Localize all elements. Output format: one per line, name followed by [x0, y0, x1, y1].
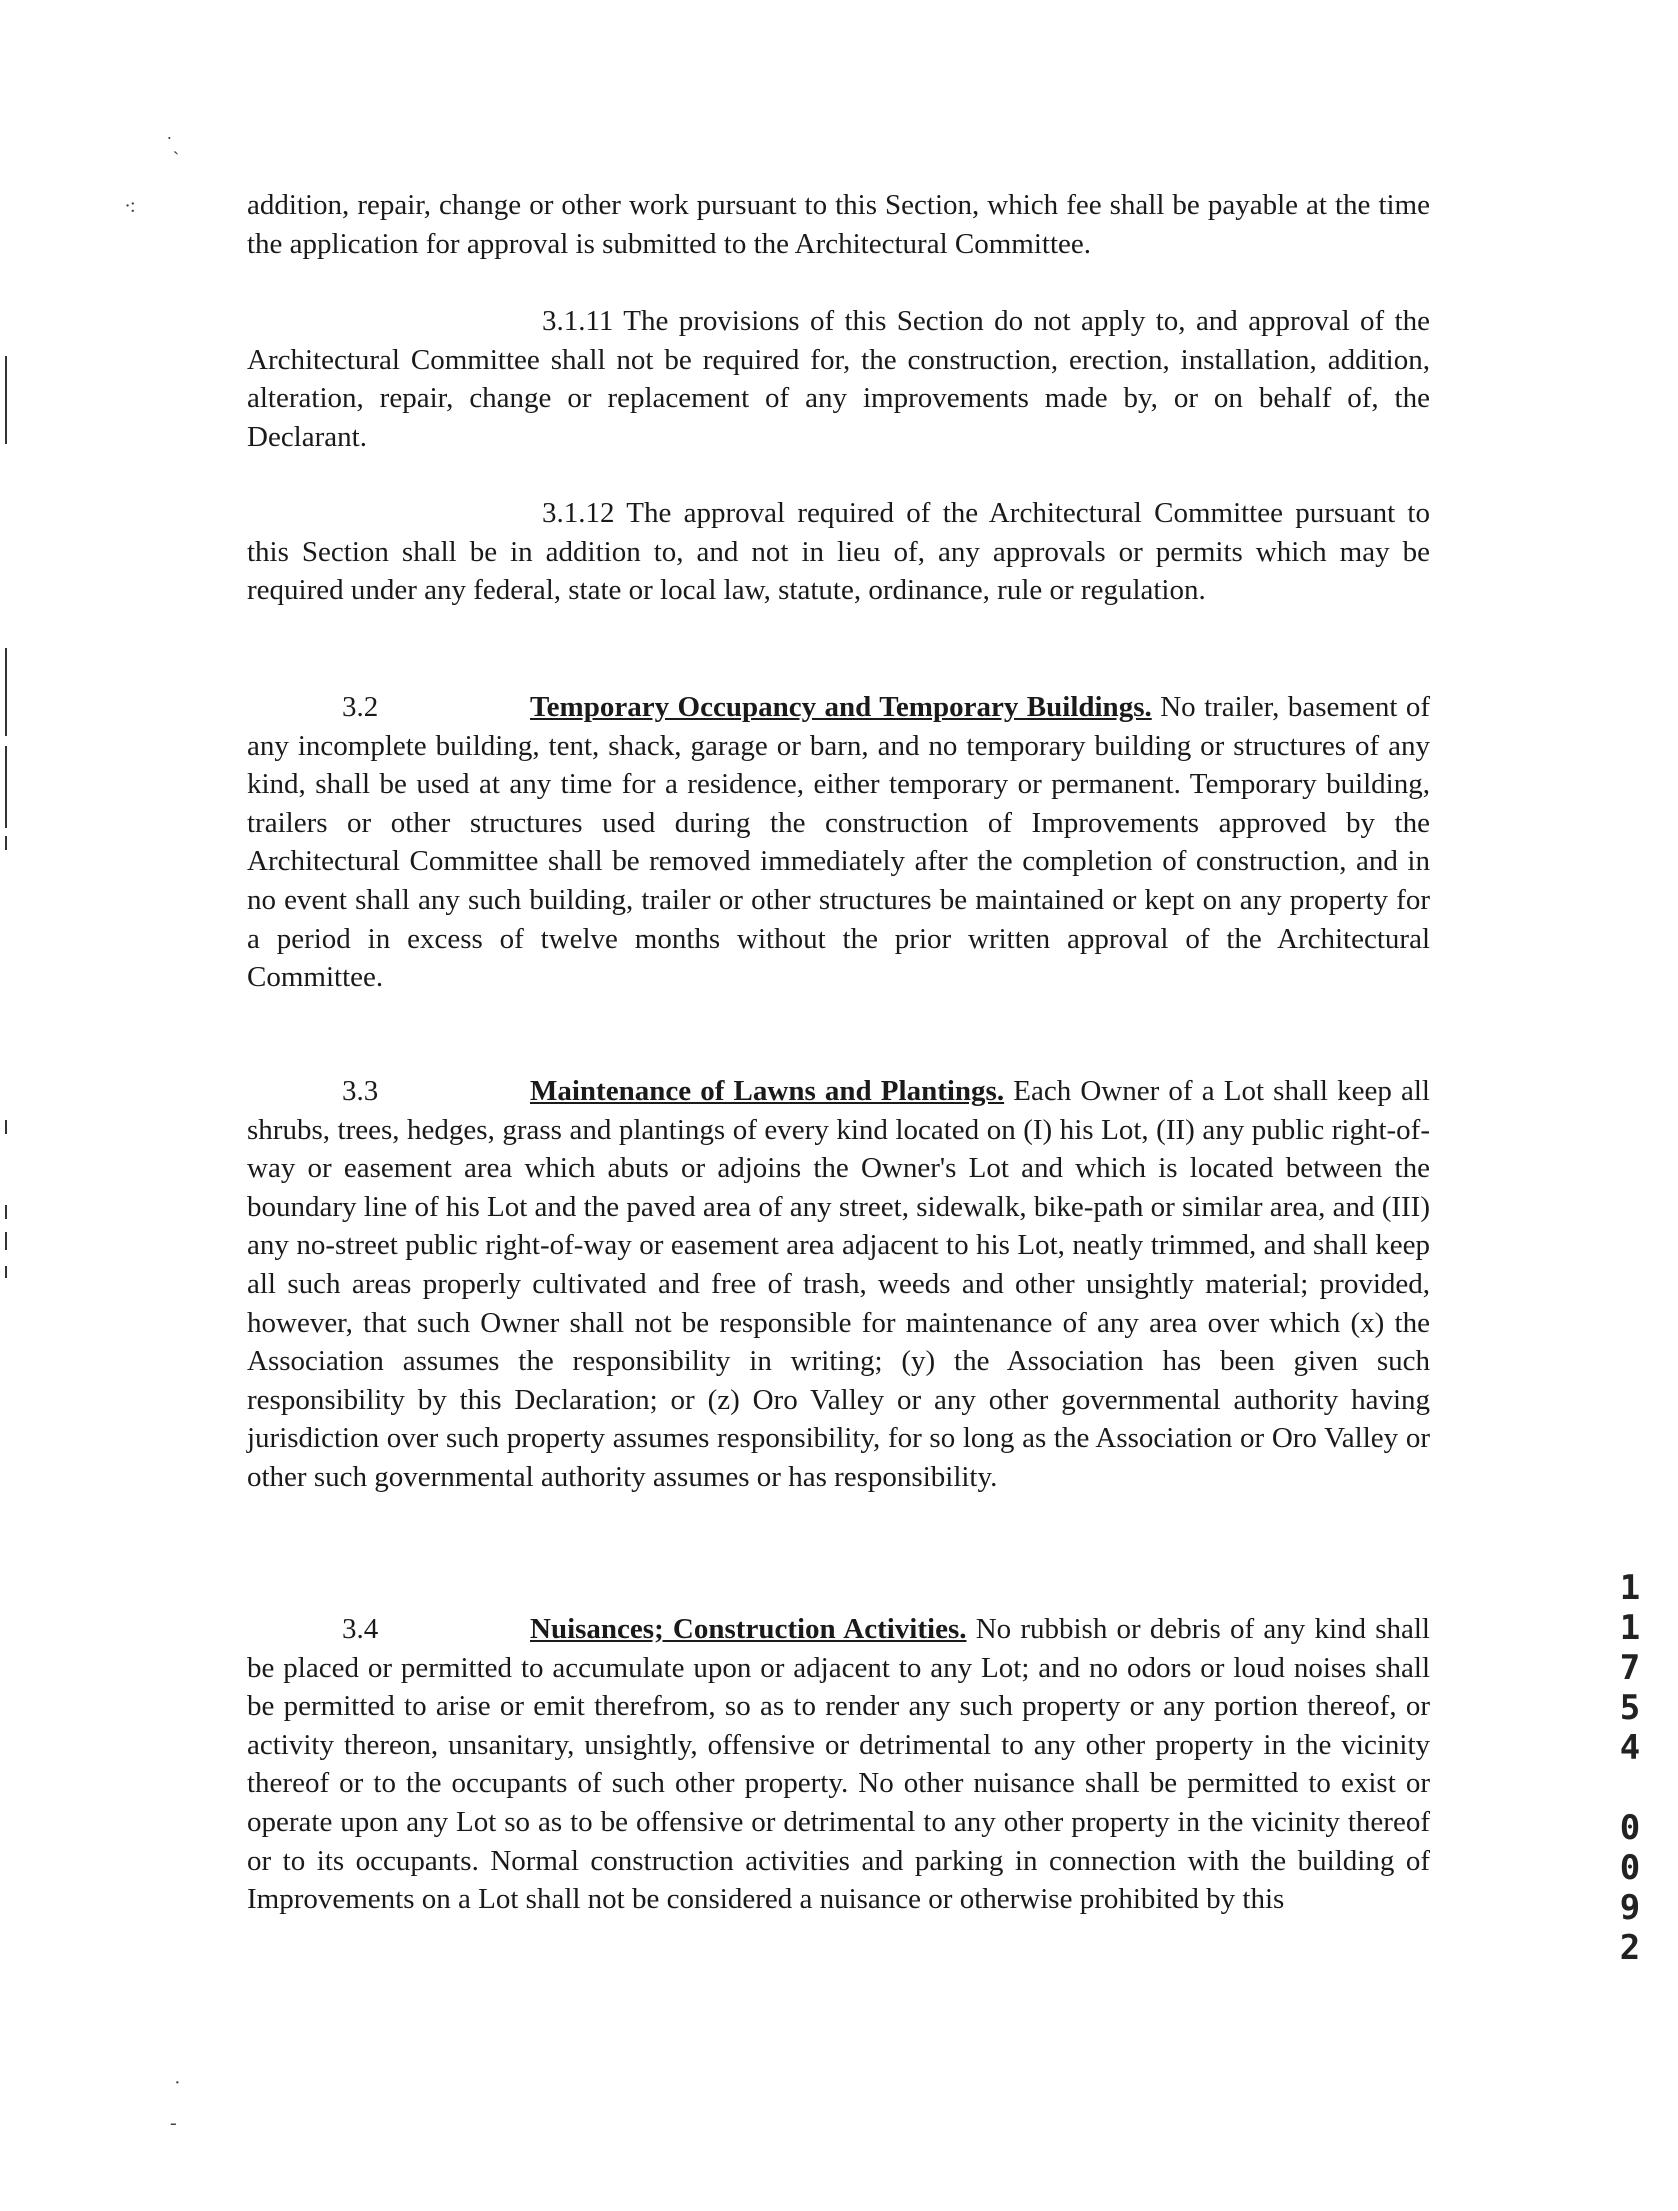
scan-speck: · — [174, 2072, 181, 2094]
revision-bar — [5, 1232, 7, 1250]
section-body: No trailer, basement of any incomplete building, tent, shack, garage or barn, and no temporary building or structures of any kind, shall be used at any time for a residence, either temporary or permanent. Temporary building, trailers or other structures used during the construction of Improvements approved by the Architectural Committee shall be removed immediately after the completion of construction, and in no event shall any such building, trailer or other structures be maintained or kept on any property for a period in excess of twelve months without the prior written approval of the Architectural Committee. — [247, 691, 1431, 994]
recording-digit: 5 — [1619, 1688, 1641, 1728]
section-heading: Maintenance of Lawns and Plantings. — [530, 1075, 1005, 1107]
section-3-3 — [247, 1072, 1430, 1497]
revision-bar — [5, 836, 7, 850]
revision-bar — [5, 1266, 7, 1278]
scan-speck: - — [170, 2112, 177, 2134]
recording-digit: 4 — [1619, 1728, 1641, 1768]
recording-digit: 7 — [1619, 1648, 1641, 1688]
paragraph-3-1-11: 3.1.11 The provisions of this Section do not apply to, and approval of the Architectural Committee shall not be required for, the construction, erection, installation, addition, alteration, repair, change or replacement of any improvements made by, or on behalf of, the Declarant. — [247, 305, 1430, 453]
recording-digit: 0 — [1619, 1808, 1641, 1848]
revision-bar — [5, 356, 7, 444]
section-number: 3.2 — [342, 691, 379, 723]
recording-gap — [1612, 1768, 1648, 1808]
section-number: 3.3 — [342, 1075, 379, 1107]
section-3-4 — [247, 1610, 1430, 1919]
paragraph-3-1-12: 3.1.12 The approval required of the Architectural Committee pursuant to this Section shall be in addition to, and not in lieu of, any approvals or permits which may be required under any federal, state or local law, statute, ordinance, rule or regulation. — [247, 497, 1430, 607]
recording-digit: 1 — [1619, 1608, 1641, 1648]
scan-speck: ∙: — [125, 195, 136, 217]
recording-digit: 9 — [1619, 1888, 1641, 1928]
paragraph-continuation: addition, repair, change or other work pursuant to this Section, which fee shall be payable at the time the application for approval is submitted to the Architectural Committee. — [247, 189, 1430, 260]
recording-number-stamp — [1612, 1568, 1648, 1968]
section-3-2 — [247, 688, 1430, 997]
section-body: No rubbish or debris of any kind shall be placed or permitted to accumulate upon or adjacent to any Lot; and no odors or loud noises shall be permitted to arise or emit therefrom, so as to render any such property or any portion thereof, or activity thereon, unsanitary, unsightly, offensive or detrimental to any other property in the vicinity thereof or to the occupants of such other property. No other nuisance shall be permitted to exist or operate upon any Lot so as to be offensive or detrimental to any other property in the vicinity thereof or to its occupants. Normal construction activities and parking in connection with the building of Improvements on a Lot shall not be considered a nuisance or otherwise prohibited by this — [247, 1613, 1430, 1916]
revision-bar — [5, 746, 7, 828]
revision-bar — [5, 1120, 7, 1134]
section-heading: Temporary Occupancy and Temporary Buildings. — [530, 691, 1152, 723]
section-heading: Nuisances; Construction Activities. — [530, 1613, 967, 1645]
recording-digit: 1 — [1619, 1568, 1641, 1608]
revision-bar — [5, 648, 7, 736]
scan-speck: ˙ˎ — [166, 133, 180, 155]
section-number: 3.4 — [342, 1613, 379, 1645]
recording-digit: 2 — [1619, 1928, 1641, 1968]
section-body: Each Owner of a Lot shall keep all shrubs, trees, hedges, grass and plantings of every kind located on (I) his Lot, (II) any public right-of-way or easement area which abuts or adjoins the Owner's Lot and which is located between the boundary line of his Lot and the paved area of any street, sidewalk, bike-path or similar area, and (III) any no-street public right-of-way or easement area adjacent to his Lot, neatly trimmed, and shall keep all such areas properly cultivated and free of trash, weeds and other unsightly material; provided, however, that such Owner shall not be responsible for maintenance of any area over which (x) the Association assumes the responsibility in writing; (y) the Association has been given such responsibility by this Declaration; or (z) Oro Valley or any other governmental authority having jurisdiction over such property assumes responsibility, for so long as the Association or Oro Valley or other such governmental authority assumes or has responsibility. — [247, 1075, 1430, 1493]
recording-digit: 0 — [1619, 1848, 1641, 1888]
revision-bar — [5, 1205, 7, 1219]
